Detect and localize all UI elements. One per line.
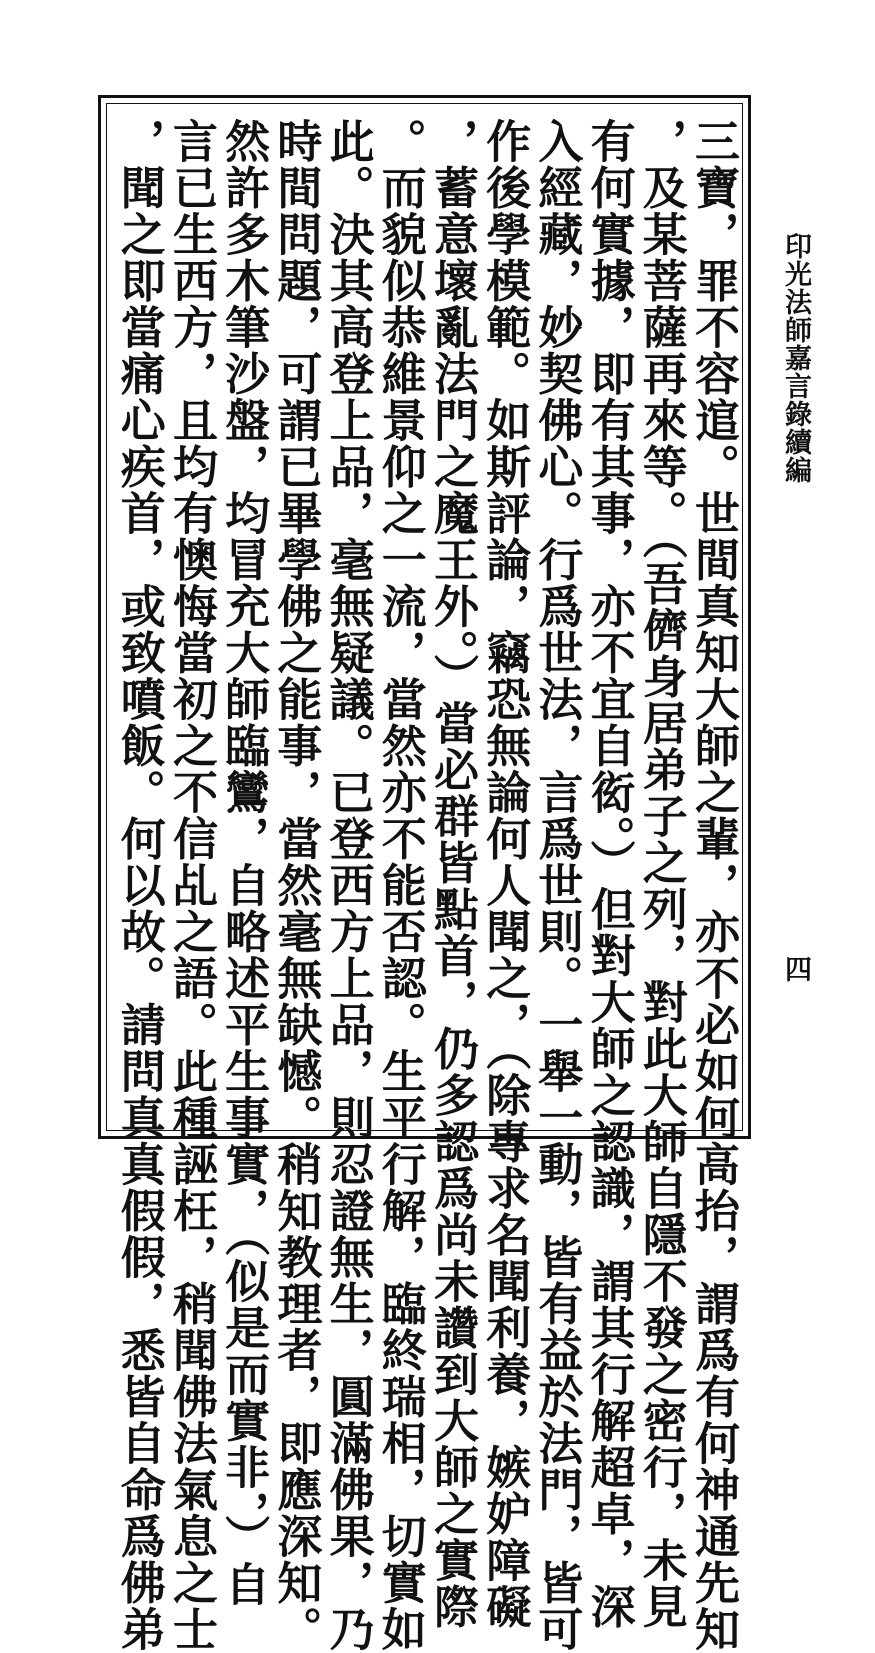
text-column: ，聞之即當痛心疾首，或致噴飯。何以故。請問真真假假，悉皆自命爲佛弟 xyxy=(112,118,166,1653)
text-column: 言已生西方，且均有懊悔當初之不信乩之語。此種誣枉，稍聞佛法氣息之士 xyxy=(164,118,218,1653)
page-number: 四 xyxy=(780,955,811,982)
text-column: 此。決其高登上品，毫無疑議。已登西方上品，則忍證無生，圓滿佛果，乃 xyxy=(321,118,375,1653)
text-column: ，蓄意壞亂法門之魔王外。）當必群皆點首，仍多認爲尚未讚到大師之實際 xyxy=(425,118,479,1630)
main-text-block xyxy=(112,118,740,1653)
text-column: 然許多木筆沙盤，均冒充大師臨鸞，自略述平生事實，（似是而實非，）自 xyxy=(217,118,271,1608)
text-column: 作後學模範。如斯評論，竊恐無論何人聞之，（除專求名聞利養，嫉妒障礙 xyxy=(478,118,532,1630)
text-column: 時間問題，可謂已畢學佛之能事，當然毫無缺憾。稍知教理者，即應深知。 xyxy=(269,118,323,1653)
text-column: 。而貌似恭維景仰之一流，當然亦不能否認。生平行解，臨終瑞相，切實如 xyxy=(373,118,427,1653)
text-column: 入經藏，妙契佛心。行爲世法，言爲世則。一舉一動，皆有益於法門，皆可 xyxy=(530,118,584,1653)
running-head-title: 印光法師嘉言錄續編 xyxy=(780,232,811,484)
text-column: 有何實據，即有其事，亦不宜自衒。）但對大師之認識，謂其行解超卓，深 xyxy=(582,118,636,1630)
text-column: 三寶，罪不容逭。世間真知大師之輩，亦不必如何高抬，謂爲有何神通先知 xyxy=(687,118,740,1653)
text-column: ，及某菩薩再來等。（吾儕身居弟子之列，對此大師自隱不發之密行，未見 xyxy=(634,118,688,1630)
